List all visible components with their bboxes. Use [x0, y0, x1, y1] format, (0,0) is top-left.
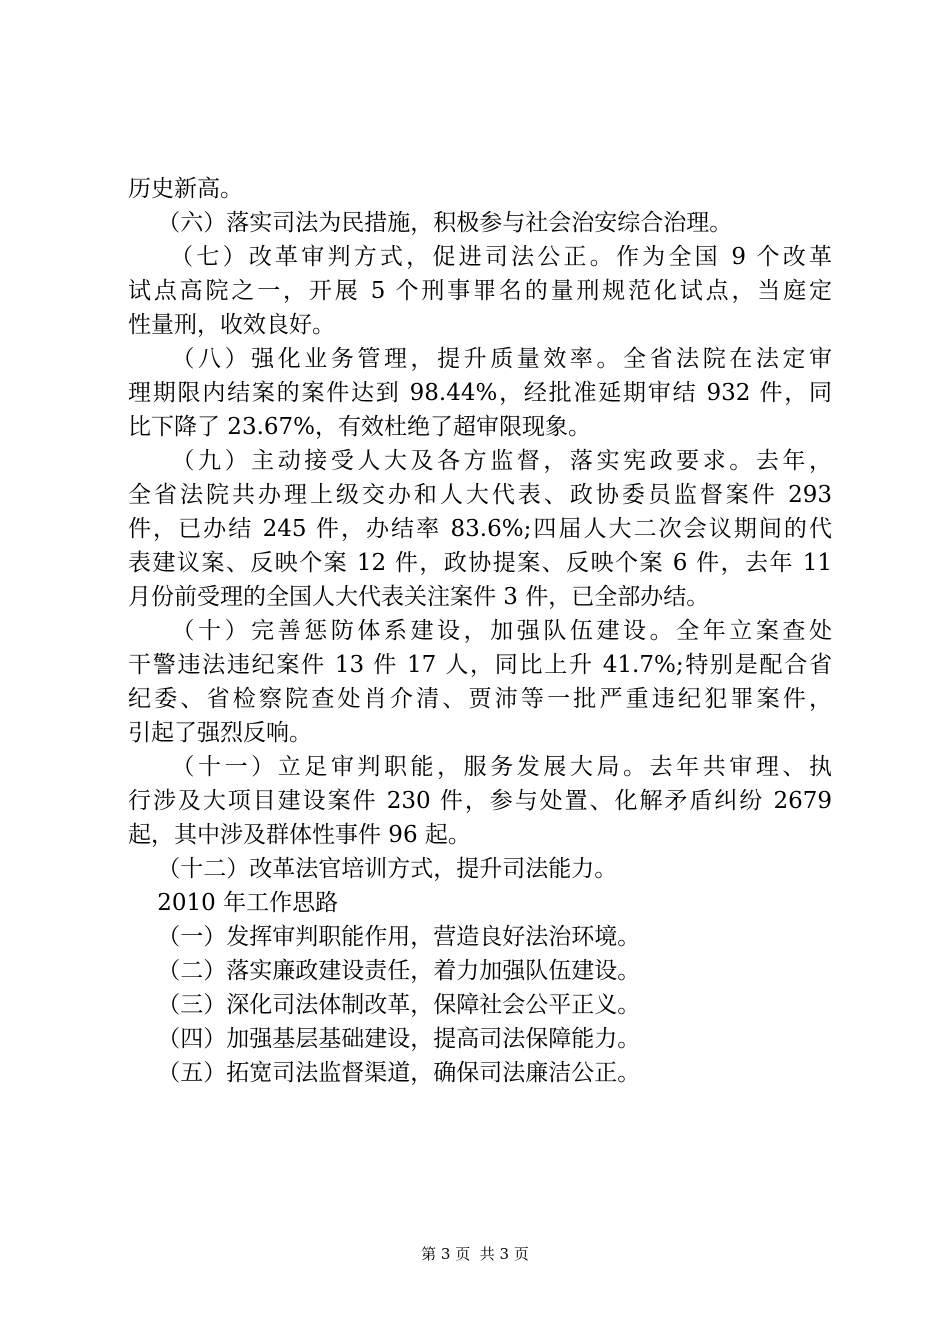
text-line: 理期限内结案的案件达到 98.44%，经批准延期审结 932 件，同 — [128, 380, 832, 406]
text-line: 性量刑，收效良好。 — [128, 312, 335, 338]
text-line: 比下降了 23.67%，有效杜绝了超审限现象。 — [128, 414, 592, 440]
text-line: 干警违法违纪案件 13 件 17 人，同比上升 41.7%;特别是配合省 — [128, 652, 832, 678]
text-line: （九）主动接受人大及各方监督，落实宪政要求。去年， — [128, 448, 832, 474]
text-line: 表建议案、反映个案 12 件，政协提案、反映个案 6 件，去年 11 — [128, 550, 832, 576]
text-line: （八）强化业务管理，提升质量效率。全省法院在法定审 — [128, 346, 832, 372]
text-line: （七）改革审判方式，促进司法公正。作为全国 9 个改革 — [128, 244, 832, 270]
text-line: 月份前受理的全国人大代表关注案件 3 件，已全部办结。 — [128, 584, 710, 610]
text-line: （十）完善惩防体系建设，加强队伍建设。全年立案查处 — [128, 618, 832, 644]
document-body — [128, 172, 832, 1090]
text-line: 件，已办结 245 件，办结率 83.6%;四届人大二次会议期间的代 — [128, 516, 832, 542]
text-line: （六）落实司法为民措施，积极参与社会治安综合治理。 — [128, 210, 733, 236]
text-line: 起，其中涉及群体性事件 96 起。 — [128, 822, 471, 848]
text-line: （五）拓宽司法监督渠道，确保司法廉洁公正。 — [128, 1060, 641, 1086]
text-line: （二）落实廉政建设责任，着力加强队伍建设。 — [128, 958, 641, 984]
text-line: （三）深化司法体制改革，保障社会公平正义。 — [128, 992, 641, 1018]
text-line: 2010 年工作思路 — [128, 890, 339, 916]
text-line: 历史新高。 — [128, 176, 243, 202]
text-line: 试点高院之一，开展 5 个刑事罪名的量刑规范化试点，当庭定 — [128, 278, 832, 304]
text-line: 行涉及大项目建设案件 230 件，参与处置、化解矛盾纠纷 2679 — [128, 788, 832, 814]
text-line: 引起了强烈反响。 — [128, 720, 312, 746]
text-line: （十二）改革法官培训方式，提升司法能力。 — [128, 856, 618, 882]
text-line: 全省法院共办理上级交办和人大代表、政协委员监督案件 293 — [128, 482, 832, 508]
text-line: （四）加强基层基础建设，提高司法保障能力。 — [128, 1026, 641, 1052]
text-line: （十一）立足审判职能，服务发展大局。去年共审理、执 — [128, 754, 832, 780]
text-line: （一）发挥审判职能作用，营造良好法治环境。 — [128, 924, 641, 950]
page-footer: 第 3 页 共 3 页 — [421, 1245, 529, 1263]
text-line: 纪委、省检察院查处肖介清、贾沛等一批严重违纪犯罪案件， — [128, 686, 832, 712]
